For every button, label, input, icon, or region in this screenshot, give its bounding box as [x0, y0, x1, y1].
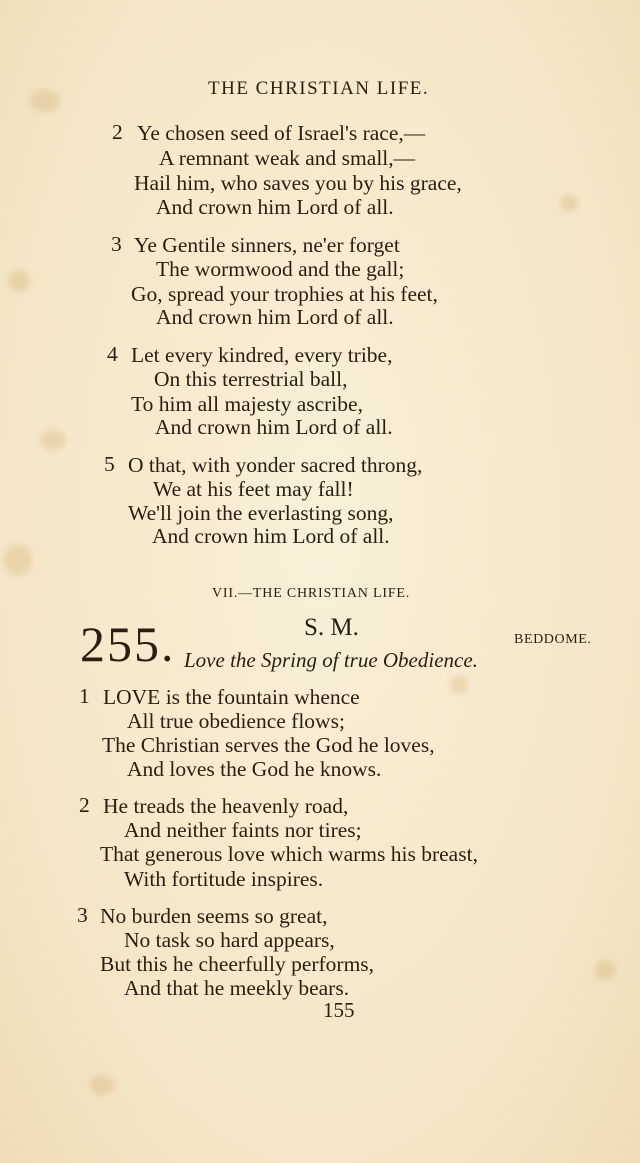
verse-line: Ye Gentile sinners, ne'er forget [134, 233, 400, 257]
verse-line: Hail him, who saves you by his grace, [134, 171, 462, 195]
running-head: THE CHRISTIAN LIFE. [208, 78, 430, 99]
verse-line: And crown him Lord of all. [152, 524, 390, 548]
verse-line: And neither faints nor tires; [124, 818, 362, 842]
foxing-spot [40, 430, 66, 450]
verse-line: Ye chosen seed of Israel's race,— [137, 121, 426, 145]
verse-line: No burden seems so great, [100, 904, 328, 928]
verse-line: We'll join the everlasting song, [128, 501, 394, 525]
verse-line: And crown him Lord of all. [156, 195, 394, 219]
hymn-meter: S. M. [304, 614, 359, 641]
foxing-spot [30, 90, 60, 112]
foxing-spot [90, 1075, 114, 1095]
verse-line: O that, with yonder sacred throng, [128, 453, 423, 477]
foxing-spot [4, 545, 32, 575]
verse-line: And crown him Lord of all. [156, 305, 394, 329]
verse-line: On this terrestrial ball, [154, 367, 348, 391]
verse-line: The wormwood and the gall; [156, 257, 405, 281]
stanza-number: 2 [79, 793, 90, 817]
stanza-number: 3 [111, 232, 122, 256]
verse-line: He treads the heavenly road, [103, 794, 349, 818]
verse-line: And crown him Lord of all. [155, 415, 393, 439]
verse-line: That generous love which warms his breast, [100, 842, 478, 866]
verse-line: A remnant weak and small,— [159, 146, 416, 170]
verse-line: Go, spread your trophies at his feet, [131, 282, 438, 306]
stanza-number: 3 [77, 903, 88, 927]
stanza-number: 1 [79, 684, 90, 708]
verse-line: And that he meekly bears. [124, 976, 350, 1000]
verse-line: With fortitude inspires. [124, 867, 324, 891]
verse-line: All true obedience flows; [127, 709, 345, 733]
verse-line: Let every kindred, every tribe, [131, 343, 393, 367]
hymn-title: Love the Spring of true Obedience. [184, 648, 478, 672]
verse-line: But this he cheerfully performs, [100, 952, 375, 976]
foxing-spot [595, 960, 615, 980]
verse-line: No task so hard appears, [124, 928, 335, 952]
page-number: 155 [323, 998, 355, 1022]
verse-line: The Christian serves the God he loves, [102, 733, 435, 757]
foxing-spot [560, 195, 578, 211]
verse-line: LOVE is the fountain whence [103, 685, 360, 709]
stanza-number: 5 [104, 452, 115, 476]
verse-line: And loves the God he knows. [127, 757, 382, 781]
hymn-number: 255. [80, 616, 176, 672]
section-heading: VII.—THE CHRISTIAN LIFE. [212, 586, 411, 601]
foxing-spot [450, 676, 468, 694]
stanza-number: 4 [107, 342, 118, 366]
verse-line: We at his feet may fall! [153, 477, 354, 501]
stanza-number: 2 [112, 120, 123, 144]
foxing-spot [8, 270, 30, 292]
verse-line: To him all majesty ascribe, [131, 392, 363, 416]
hymn-author: BEDDOME. [514, 632, 592, 647]
